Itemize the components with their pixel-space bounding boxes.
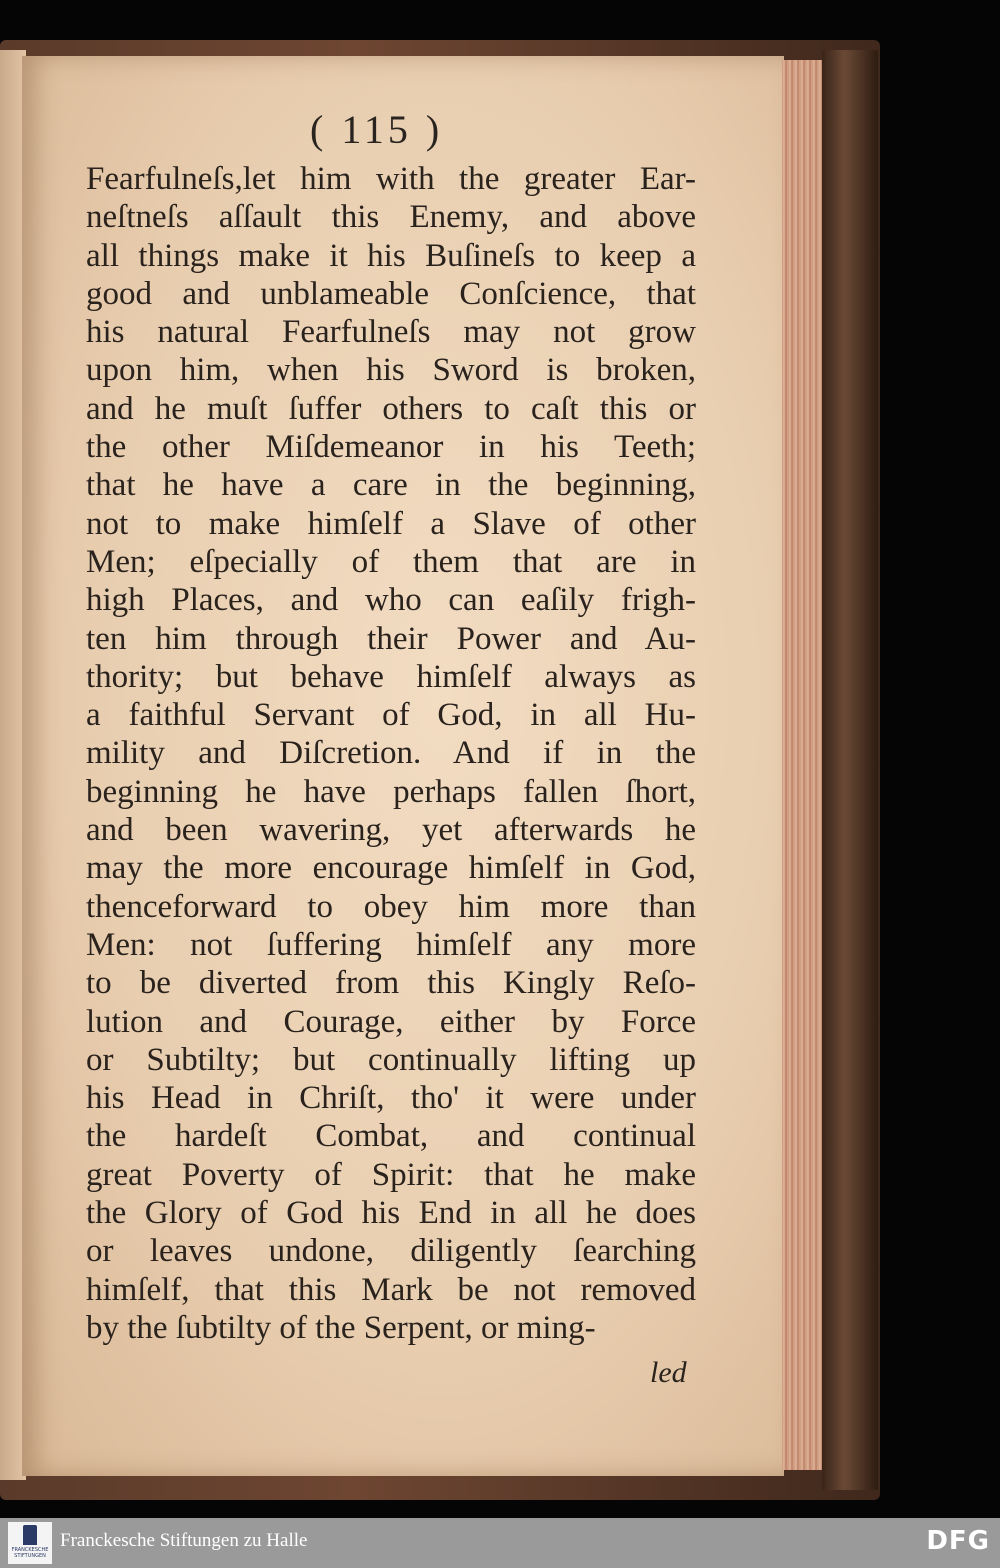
text-line: the hardeſt Combat, and continual	[86, 1118, 696, 1155]
text-line: Fearfulneſs,let him with the greater Ear-	[86, 161, 696, 197]
text-line: a faithful Servant of God, in all Hu-	[86, 697, 696, 734]
text-line: or leaves undone, diligently ſearching	[86, 1233, 696, 1270]
catchword: led	[650, 1356, 687, 1389]
text-line: and he muſt ſuffer others to caſt this or	[86, 390, 696, 427]
dfg-logo[interactable]: DFG	[926, 1526, 990, 1556]
text-line: mility and Diſcretion. And if in the	[86, 735, 696, 772]
text-line: ten him through their Power and Au-	[86, 620, 696, 657]
page-number: ( 115 )	[310, 107, 444, 152]
text-line: Men; eſpecially of them that are in	[86, 543, 696, 580]
logo-emblem-icon	[23, 1525, 37, 1545]
text-line: good and unblameable Conſcience, that	[86, 275, 696, 312]
text-line: thority; but behave himſelf always as	[86, 658, 696, 695]
text-line: the other Miſdemeanor in his Teeth;	[86, 429, 696, 466]
text-line: by the ſubtilty of the Serpent, or ming-	[86, 1309, 596, 1346]
text-line: beginning he have perhaps fallen ſhort,	[86, 773, 696, 810]
page-edges	[782, 60, 822, 1470]
text-line: neſtneſs aſſault this Enemy, and above	[86, 199, 696, 236]
text-line: may the more encourage himſelf in God,	[86, 850, 696, 887]
text-line: great Poverty of Spirit: that he make	[86, 1156, 696, 1193]
text-line: the Glory of God his End in all he does	[86, 1195, 696, 1232]
text-line: lution and Courage, either by Force	[86, 1003, 696, 1040]
text-line: to be diverted from this Kingly Reſo-	[86, 965, 696, 1002]
text-line: upon him, when his Sword is broken,	[86, 352, 696, 389]
text-line: all things make it his Buſineſs to keep a	[86, 237, 696, 274]
text-line: his natural Fearfulneſs may not grow	[86, 314, 696, 351]
text-line: his Head in Chriſt, tho' it were under	[86, 1080, 696, 1117]
text-line: high Places, and who can eaſily frigh-	[86, 582, 696, 619]
franckesche-logo-icon[interactable]	[8, 1522, 52, 1564]
text-line: himſelf, that this Mark be not removed	[86, 1271, 696, 1308]
book-spine	[822, 50, 878, 1490]
text-line: thenceforward to obey him more than	[86, 888, 696, 925]
text-line: not to make himſelf a Slave of other	[86, 505, 696, 542]
text-line: and been wavering, yet afterwards he	[86, 812, 696, 849]
text-line: or Subtilty; but continually lifting up	[86, 1041, 696, 1078]
logo-text: FRANCKESCHE STIFTUNGEN	[11, 1547, 49, 1559]
institution-name[interactable]: Franckesche Stiftungen zu Halle	[60, 1530, 308, 1551]
text-line: Men: not ſuffering himſelf any more	[86, 926, 696, 963]
page-text	[86, 160, 696, 1347]
footer-bar	[0, 1518, 1000, 1568]
text-line: that he have a care in the beginning,	[86, 467, 696, 504]
